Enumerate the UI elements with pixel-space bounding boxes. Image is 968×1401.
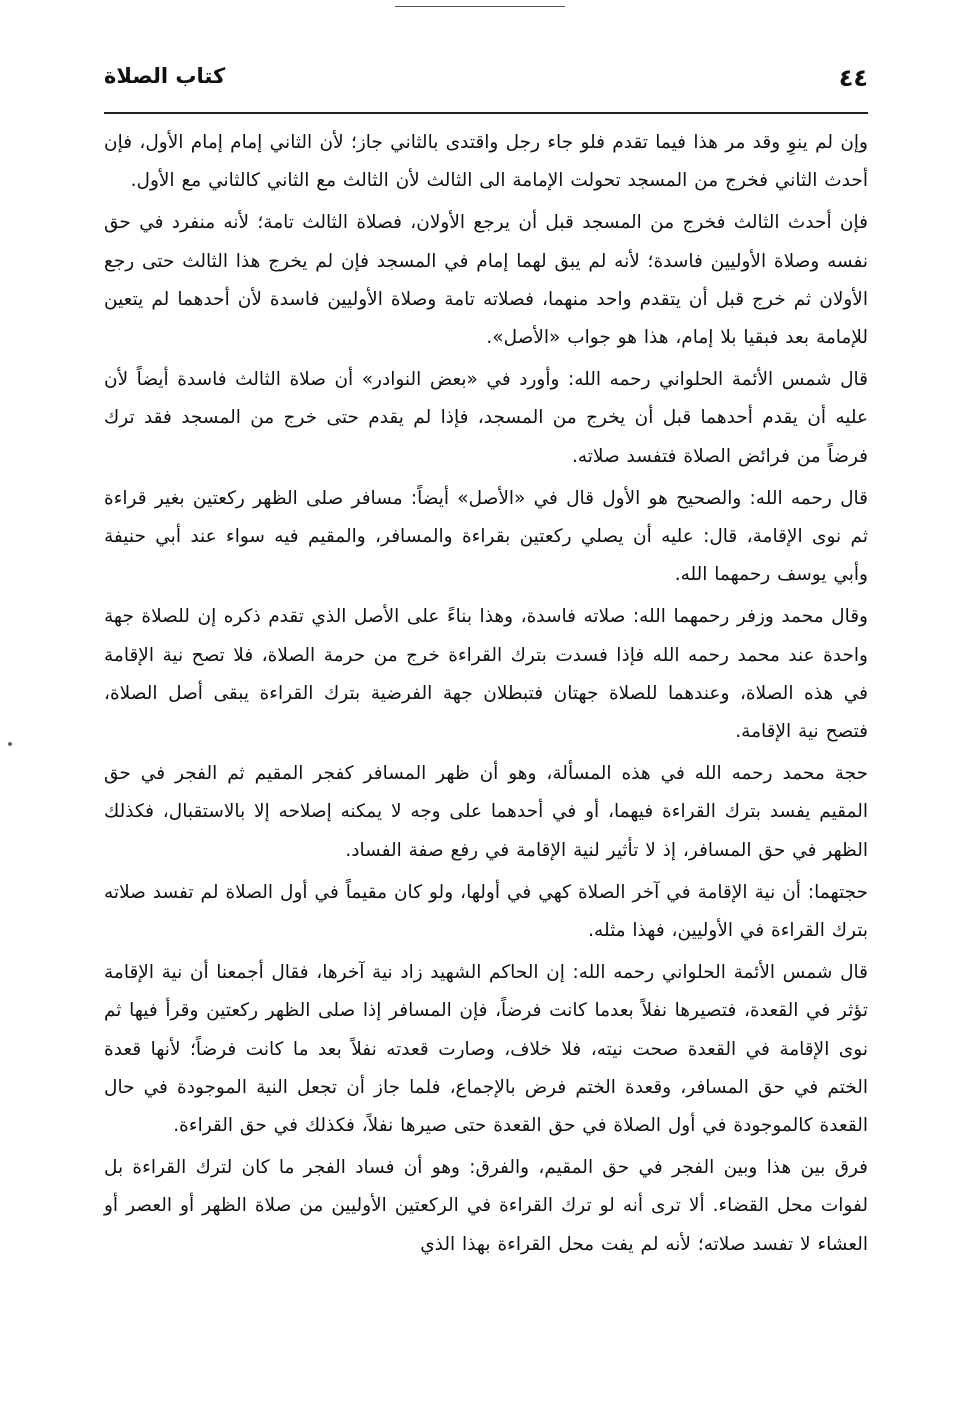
header-divider bbox=[104, 112, 868, 114]
running-title: كتاب الصلاة bbox=[104, 64, 226, 88]
paragraph: قال شمس الأئمة الحلواني رحمه الله: إن الحاكم الشهيد زاد نية آخرها، فقال أجمعنا أن نية الإقامة تؤثر في القعدة، فتصيرها نفلاً بعدما كانت فرضاً، فإن المسافر إذا صلى الظهر ركعتين وقرأ فيها ثم نوى الإقامة في القعدة صحت نيته، فلا خلاف، وصارت قعدته نفلاً بعد ما كانت فرضاً؛ لأنها قعدة الختم في حق المسافر، وقعدة الختم فرض بالإجماع، فلما جاز أن تجعل النية الموجودة في حال القعدة كالموجودة في أول الصلاة في حق القعدة حتى صيرها نفلاً، فكذلك في حق القراءة. bbox=[104, 962, 868, 1137]
paragraph: فرق بين هذا وبين الفجر في حق المقيم، والفرق: وهو أن فساد الفجر ما كان لترك القراءة بل لفوات محل القضاء. ألا ترى أنه لو ترك القراءة في الركعتين الأوليين من صلاة الظهر أو العصر أو العشاء لا تفسد صلاته؛ لأنه لم يفت محل القراءة بهذا الذي bbox=[104, 1157, 868, 1255]
page-body bbox=[104, 124, 868, 1268]
paragraph: قال رحمه الله: والصحيح هو الأول قال في «الأصل» أيضاً: مسافر صلى الظهر ركعتين بغير قراءة ثم نوى الإقامة، قال: عليه أن يصلي ركعتين بقراءة والمسافر، والمقيم فيه سواء عند أبي حنيفة وأبي يوسف رحمهما الله. bbox=[104, 487, 868, 586]
paragraph: وقال محمد وزفر رحمهما الله: صلاته فاسدة، وهذا بناءً على الأصل الذي تقدم ذكره إن للصلاة جهة واحدة عند محمد رحمه الله فإذا فسدت بترك القراءة خرج من حرمة الصلاة، فلا تصح نية الإقامة في هذه الصلاة، وعندهما للصلاة جهتان فتبطلان جهة الفرضية بترك القراءة يبقى أصل الصلاة، فتصح نية الإقامة. bbox=[104, 606, 868, 743]
paragraph: فإن أحدث الثالث فخرج من المسجد قبل أن يرجع الأولان، فصلاة الثالث تامة؛ لأنه منفرد في حق نفسه وصلاة الأوليين فاسدة؛ لأنه لم يبق لهما إمام في المسجد فإن لم يخرج هذا الثالث حتى رجع الأولان ثم خرج قبل أن يتقدم واحد منهما، فصلاته تامة وصلاة الأوليين فاسدة لأن أحدهما لم يتعين للإمامة بعد فبقيا بلا إمام، هذا هو جواب «الأصل». bbox=[104, 212, 868, 349]
paragraph: قال شمس الأئمة الحلواني رحمه الله: وأورد في «بعض النوادر» أن صلاة الثالث فاسدة أيضاً لأن عليه أن يقدم أحدهما قبل أن يخرج من المسجد، فإذا لم يقدم حتى خرج من المسجد فقد ترك فرضاً من فرائض الصلاة فتفسد صلاته. bbox=[104, 369, 868, 467]
paragraph: حجتهما: أن نية الإقامة في آخر الصلاة كهي في أولها، ولو كان مقيماً في أول الصلاة لم تفسد صلاته بترك القراءة في الأوليين، فهذا مثله. bbox=[104, 881, 868, 942]
paragraph: حجة محمد رحمه الله في هذه المسألة، وهو أن ظهر المسافر كفجر المقيم ثم الفجر في حق المقيم يفسد بترك القراءة فيهما، أو في أحدهما على وجه لا يمكنه إصلاحه إلا بالاستقبال، فكذلك الظهر في حق المسافر، إذ لا تأثير لنية الإقامة في رفع صفة الفساد. bbox=[104, 763, 868, 861]
page-number: ٤٤ bbox=[838, 64, 868, 92]
page-header bbox=[104, 64, 868, 104]
paragraph: وإن لم ينوِ وقد مر هذا فيما تقدم فلو جاء رجل واقتدى بالثاني جاز؛ لأن الثاني إمام إمام الأول، فإن أحدث الثاني فخرج من المسجد تحولت الإمامة الى الثالث لأن الثالث مع الثاني كالثاني مع الأول. bbox=[104, 132, 868, 192]
top-edge-rule bbox=[395, 6, 565, 7]
margin-speck bbox=[8, 742, 12, 746]
